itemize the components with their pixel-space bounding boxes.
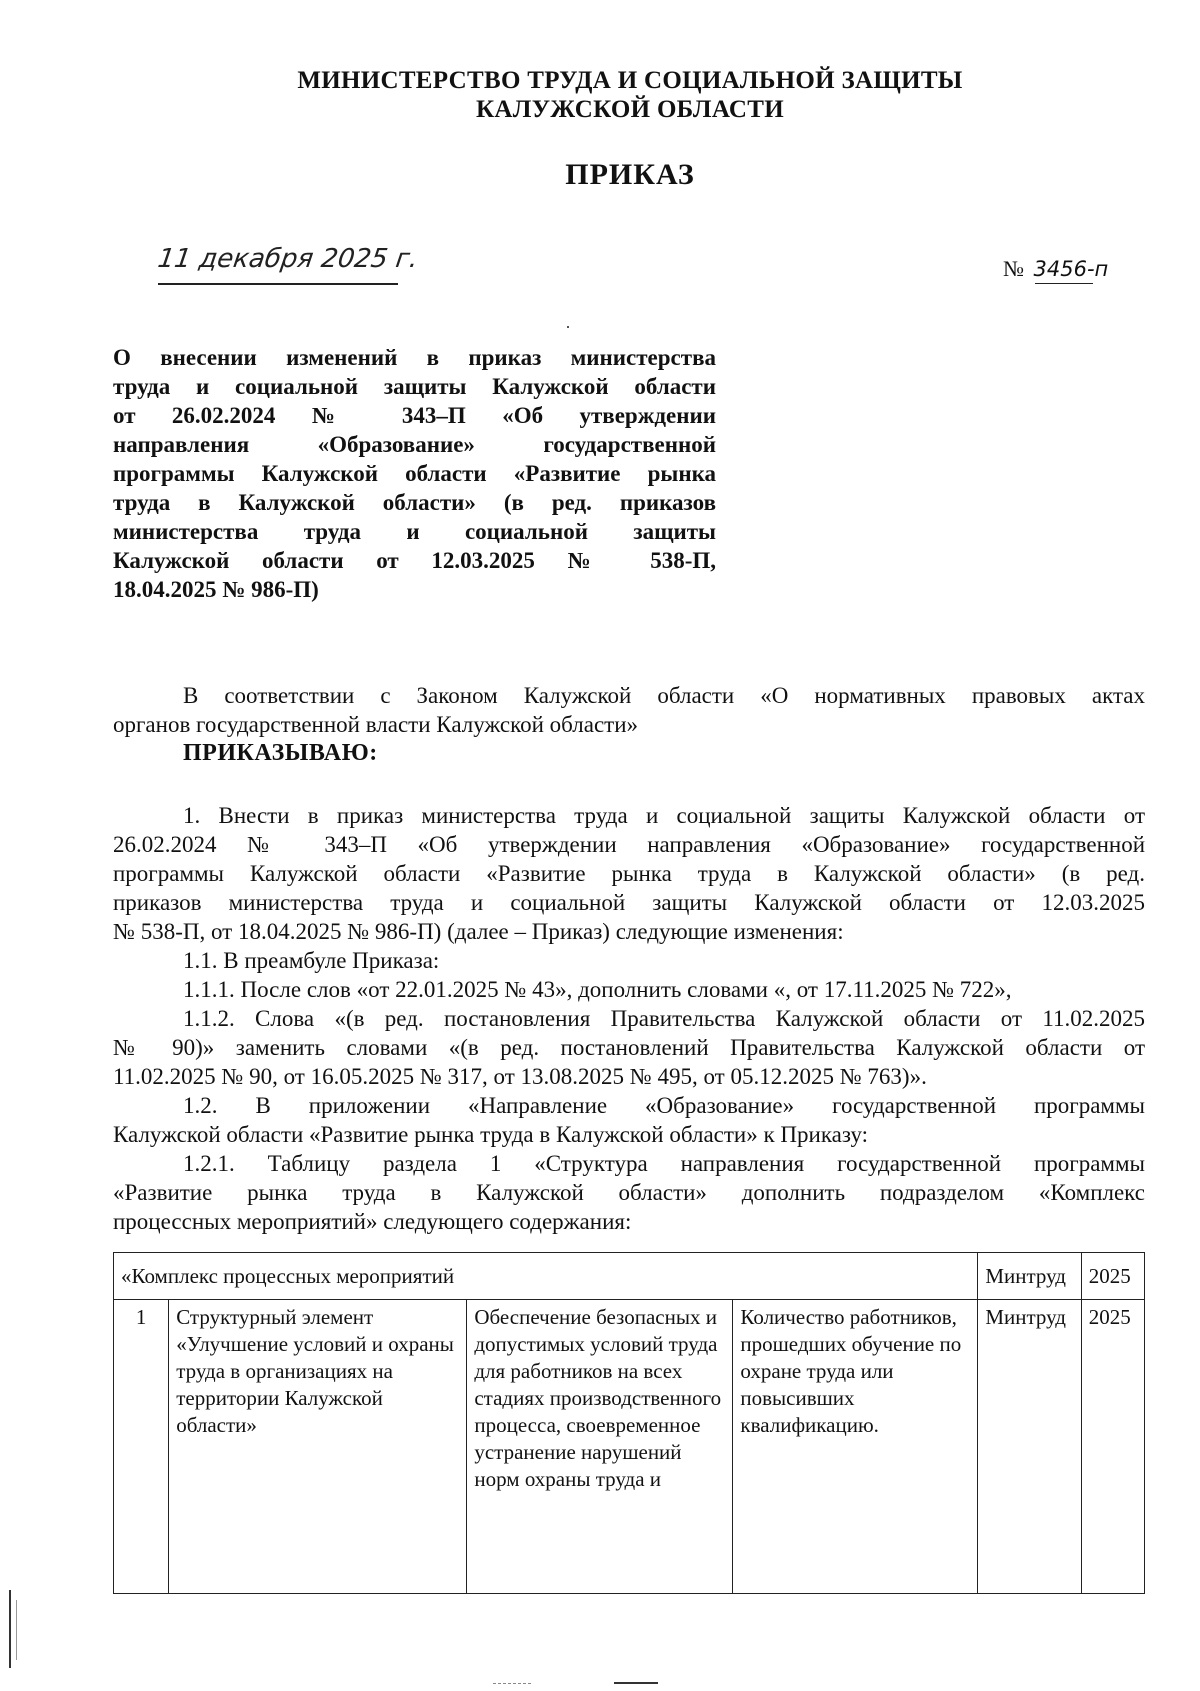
scan-dot [567, 326, 569, 328]
handwritten-date: 11 декабря 2025 г. [155, 244, 420, 274]
handwritten-number: 3456-п [1033, 257, 1109, 281]
ministry-line-1: МИНИСТЕРСТВО ТРУДА И СОЦИАЛЬНОЙ ЗАЩИТЫ [297, 67, 963, 94]
scan-bottom-mark [614, 1682, 658, 1684]
number-underline [1035, 283, 1093, 284]
subject-line: О внесении изменений в приказ министерства [113, 345, 716, 370]
item-1-2-line: 1.2. В приложении «Направление «Образование» государственной программы [183, 1093, 1145, 1118]
item-1-1-2-line: 11.02.2025 № 90, от 16.05.2025 № 317, от 13.08.2025 № 495, от 05.12.2025 № 763)». [113, 1064, 927, 1089]
scan-margin-mark [16, 1600, 17, 1660]
subject-line: 18.04.2025 № 986-П) [113, 577, 319, 602]
table-row [114, 1300, 1145, 1594]
item-1-2-line: Калужской области «Развитие рынка труда в Калужской области» к Приказу: [113, 1122, 869, 1147]
preamble-line: В соответствии с Законом Калужской области «О нормативных правовых актах [183, 683, 1145, 708]
subject-line: Калужской области от 12.03.2025 № 538-П, [113, 548, 716, 573]
item-1-1: 1.1. В преамбуле Приказа: [183, 948, 440, 973]
scan-margin-mark [9, 1590, 11, 1668]
subject-line: министерства труда и социальной защиты [113, 519, 716, 544]
ministry-cell: Минтруд [978, 1253, 1081, 1300]
subject-line: труда и социальной защиты Калужской области [113, 374, 716, 399]
item-1-line: приказов министерства труда и социальной защиты Калужской области от 12.03.2025 [113, 890, 1145, 915]
subject-line: труда в Калужской области» (в ред. приказов [113, 490, 716, 515]
order-title: ПРИКАЗ [565, 158, 695, 191]
ministry-line-2: КАЛУЖСКОЙ ОБЛАСТИ [475, 96, 785, 123]
order-word: ПРИКАЗЫВАЮ: [183, 740, 378, 766]
order-subject [113, 343, 716, 604]
structure-table [113, 1252, 1145, 1594]
ministry-cell: Минтруд [978, 1300, 1081, 1594]
item-1-line: программы Калужской области «Развитие рынка труда в Калужской области» (в ред. [113, 861, 1145, 886]
table-row [114, 1253, 1145, 1300]
goal-cell: Обеспечение безопасных и допустимых условий труда для работников на всех стадиях производственного процесса, своевременное устранение нарушений норм охраны труда и [467, 1300, 733, 1594]
date-underline [158, 283, 398, 285]
preamble [113, 681, 1145, 768]
ministry-heading [180, 66, 1080, 124]
structural-element-cell: Структурный элемент «Улучшение условий и охраны труда в организациях на территории Калужской области» [169, 1300, 467, 1594]
order-items [113, 801, 1145, 1236]
item-1-1-1: 1.1.1. После слов «от 22.01.2025 № 43», дополнить словами «, от 17.11.2025 № 722», [183, 977, 1012, 1002]
item-1-line: 1. Внести в приказ министерства труда и социальной защиты Калужской области от [183, 803, 1145, 828]
year-cell: 2025 [1081, 1253, 1144, 1300]
subject-line: направления «Образование» государственной [113, 432, 716, 457]
indicator-cell: Количество работников, прошедших обучение по охране труда или повысивших квалификацию. [733, 1300, 978, 1594]
complex-title-cell: «Комплекс процессных мероприятий [114, 1253, 978, 1300]
item-1-1-2-line: 1.1.2. Слова «(в ред. постановления Правительства Калужской области от 11.02.2025 [183, 1006, 1145, 1031]
item-1-1-2-line: № 90)» заменить словами «(в ред. постановлений Правительства Калужской области от [113, 1035, 1145, 1060]
row-number-cell: 1 [114, 1300, 169, 1594]
preamble-line: органов государственной власти Калужской области» [113, 712, 639, 737]
order-number [1003, 256, 1108, 282]
item-1-line: № 538-П, от 18.04.2025 № 986-П) (далее – Приказ) следующие изменения: [113, 919, 844, 944]
item-1-2-1-line: 1.2.1. Таблицу раздела 1 «Структура направления государственной программы [183, 1151, 1145, 1176]
subject-line: от 26.02.2024 № 343–П «Об утверждении [113, 403, 716, 428]
number-sign: № [1003, 256, 1024, 281]
item-1-line: 26.02.2024 № 343–П «Об утверждении направления «Образование» государственной [113, 832, 1145, 857]
scan-bottom-mark [493, 1683, 531, 1684]
item-1-2-1-line: процессных мероприятий» следующего содержания: [113, 1209, 632, 1234]
year-cell: 2025 [1081, 1300, 1144, 1594]
item-1-2-1-line: «Развитие рынка труда в Калужской области» дополнить подразделом «Комплекс [113, 1180, 1145, 1205]
subject-line: программы Калужской области «Развитие рынка [113, 461, 716, 486]
